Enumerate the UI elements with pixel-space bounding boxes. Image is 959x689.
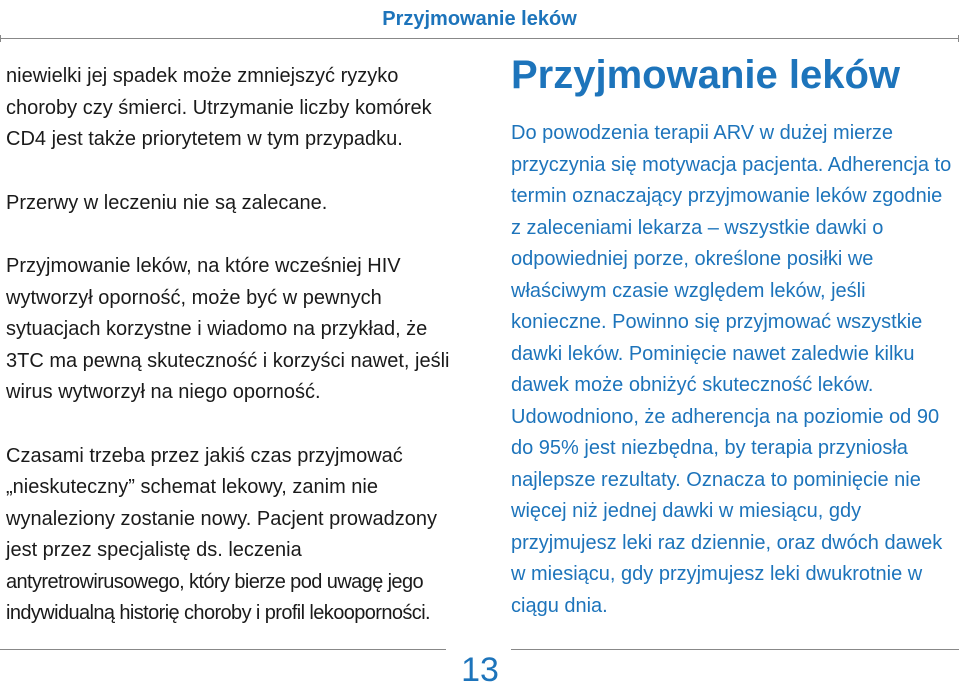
footer-rule-left — [0, 649, 446, 650]
page-number: 13 — [461, 651, 499, 689]
footer-rule-right — [511, 649, 959, 650]
right-text-column — [511, 51, 956, 622]
left-paragraph-4-condensed: antyretrowirusowego, który bierze pod uwagę jego indywidualną historię choroby i profil lekooporności. — [6, 570, 431, 624]
header-rule — [0, 38, 959, 39]
left-paragraph-1: niewielki jej spadek może zmniejszyć ryzyko choroby czy śmierci. Utrzymanie liczby komórek CD4 jest także priorytetem w tym przypadku. — [6, 65, 432, 150]
header-rule-left-tick — [0, 35, 1, 42]
running-header-title: Przyjmowanie leków — [382, 8, 577, 30]
left-paragraph-2: Przerwy w leczeniu nie są zalecane. — [6, 191, 328, 214]
section-title: Przyjmowanie leków — [511, 53, 901, 97]
left-text-column — [6, 61, 468, 630]
section-body: Do powodzenia terapii ARV w dużej mierze przyczynia się motywacja pacjenta. Adherencja to termin oznaczający przyjmowanie leków zgodnie z zaleceniami lekarza – wszystkie dawki o odpowiedniej porze, określone posiłki we właściwym czasie względem leków, jeśli konieczne. Powinno się przyjmować wszystkie dawki leków. Pominięcie nawet zaledwie kilku dawek może obniżyć skuteczność leków. Udowodniono, że adherencja na poziomie od 90 do 95% jest niezbędna, by terapia przyniosła najlepsze rezultaty. Oznacza to pominięcie nie więcej niż jednej dawki w miesiącu, gdy przyjmujesz leki raz dziennie, oraz dwóch dawek w miesiącu, gdy przyjmujesz leki dwukrotnie w ciągu dnia. — [511, 122, 952, 617]
left-paragraph-4 — [6, 441, 468, 630]
left-paragraph-3: Przyjmowanie leków, na które wcześniej HIV wytworzył oporność, może być w pewnych sytuacjach korzystne i wiadomo na przykład, że 3TC ma pewną skuteczność i korzyści nawet, jeśli wirus wytworzył na niego oporność. — [6, 255, 450, 403]
left-paragraph-4-main: Czasami trzeba przez jakiś czas przyjmować „nieskuteczny” schemat lekowy, zanim nie wynaleziony zostanie nowy. Pacjent prowadzony jest przez specjalistę ds. leczenia — [6, 444, 437, 561]
